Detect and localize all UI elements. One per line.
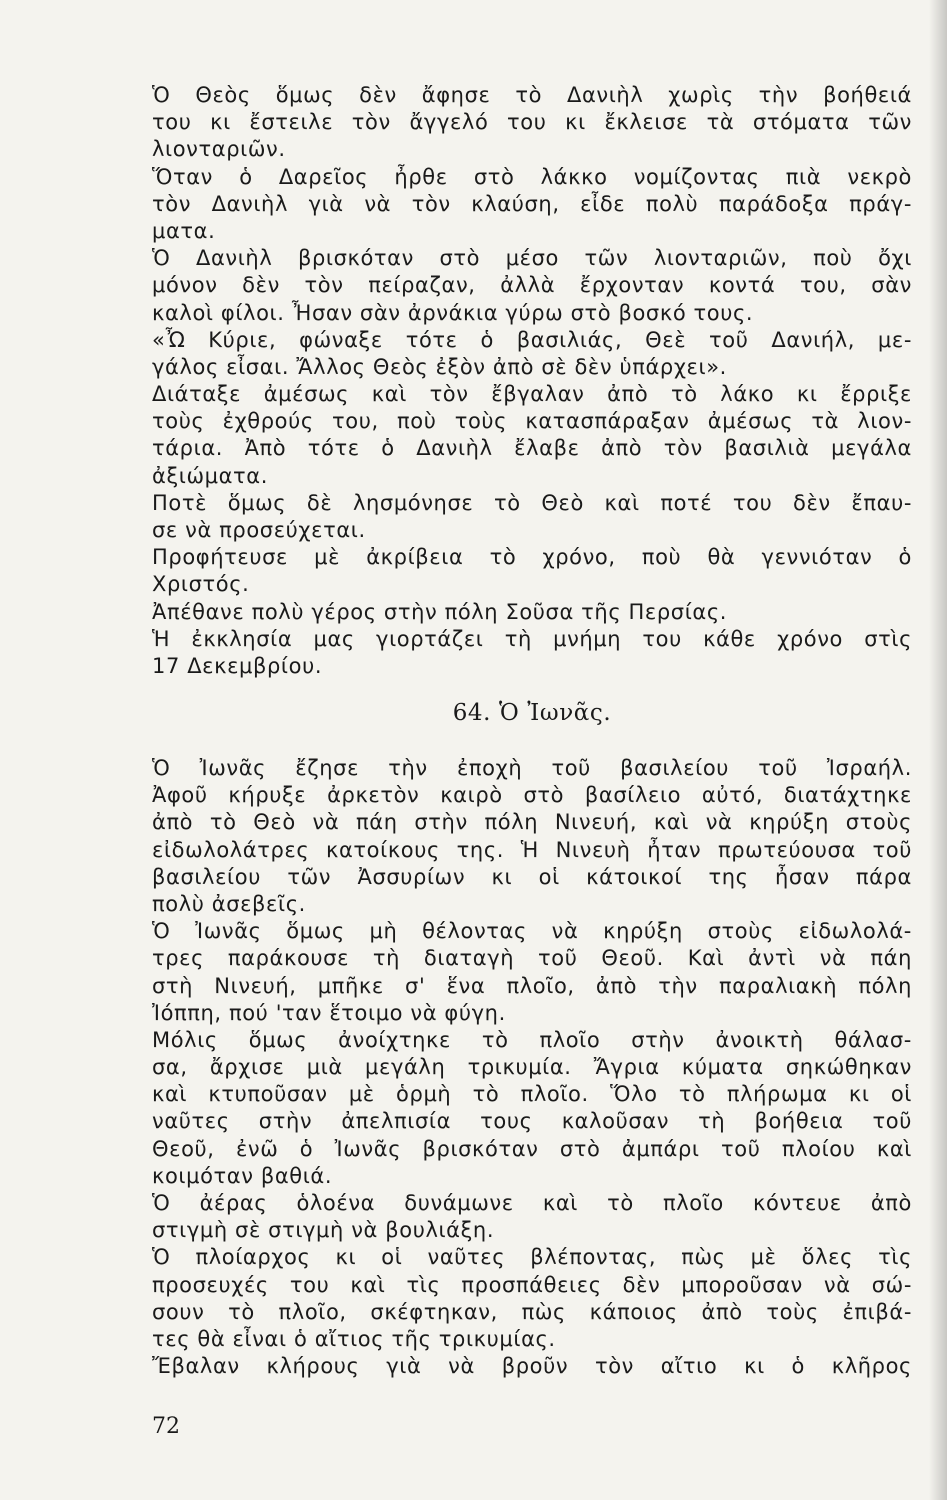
text-line: Ποτὲ ὅμως δὲ λησμόνησε τὸ Θεὸ καὶ ποτέ του δὲν ἔπαυ- [152, 490, 912, 515]
text-line: πολὺ ἀσεβεῖς. [152, 891, 306, 916]
text-line: Μόλις ὅμως ἀνοίχτηκε τὸ πλοῖο στὴν ἀνοικτὴ θάλασ- [152, 1027, 912, 1052]
text-line: Ὁ πλοίαρχος κι οἱ ναῦτες βλέποντας, πὼς μὲ ὅλες τὶς [152, 1245, 912, 1270]
text-line: Ἰόππη, πού 'ταν ἕτοιμο νὰ φύγη. [152, 1000, 506, 1025]
text-line: σε νὰ προσεύχεται. [152, 518, 366, 542]
text-line: Ὁ Ἰωνᾶς ὅμως μὴ θέλοντας νὰ κηρύξη στοὺς εἰδωλολά- [152, 919, 912, 944]
text-line: Ἀπέθανε πολὺ γέρος στὴν πόλη Σοῦσα τῆς Περσίας. [152, 599, 728, 624]
text-line: ματα. [152, 218, 216, 243]
text-line: σα, ἄρχισε μιὰ μεγάλη τρικυμία. Ἄγρια κύματα σηκώθηκαν [152, 1055, 912, 1080]
text-line: «Ὦ Κύριε, φώναξε τότε ὁ βασιλιάς, Θεὲ τοῦ Δανιήλ, με- [152, 327, 912, 352]
text-line: σουν τὸ πλοῖο, σκέφτηκαν, πὼς κάποιος ἀπὸ τοὺς ἐπιβά- [152, 1299, 912, 1324]
text-line: ἀξιώματα. [152, 463, 269, 488]
page-number: 72 [152, 1414, 180, 1439]
text-line: στιγμὴ σὲ στιγμὴ νὰ βουλιάξη. [152, 1218, 495, 1243]
text-line: μόνον δὲν τὸν πείραζαν, ἀλλὰ ἔρχονταν κοντά του, σὰν [152, 273, 912, 298]
text-line: Προφήτευσε μὲ ἀκρίβεια τὸ χρόνο, ποὺ θὰ γεννιόταν ὁ [152, 545, 912, 570]
text-line: γάλος εἶσαι. Ἄλλος Θεὸς ἐξὸν ἀπὸ σὲ δὲν ὑπάρχει». [152, 354, 727, 379]
text-line: κοιμόταν βαθιά. [152, 1163, 333, 1188]
text-line: Ὁ Ἰωνᾶς ἔζησε τὴν ἐποχὴ τοῦ βασιλείου τοῦ Ἰσραήλ. [152, 756, 912, 780]
text-line: στὴ Νινευή, μπῆκε σ' ἕνα πλοῖο, ἀπὸ τὴν παραλιακὴ πόλη [152, 973, 912, 998]
text-line: προσευχές του καὶ τὶς προσπάθειες δὲν μποροῦσαν νὰ σώ- [152, 1272, 912, 1297]
text-line: Θεοῦ, ἐνῶ ὁ Ἰωνᾶς βρισκόταν στὸ ἀμπάρι τοῦ πλοίου καὶ [152, 1136, 912, 1161]
text-line: τοὺς ἐχθρούς του, ποὺ τοὺς κατασπάραξαν ἀμέσως τὰ λιον- [152, 409, 912, 434]
text-line: Ἔβαλαν κλήρους γιὰ νὰ βροῦν τὸν αἴτιο κι ὁ κλῆρος [152, 1354, 912, 1379]
text-line: Διάταξε ἀμέσως καὶ τὸν ἔβγαλαν ἀπὸ τὸ λάκο κι ἔρριξε [152, 382, 912, 407]
text-line: λιονταριῶν. [152, 137, 286, 162]
text-line: Ὅταν ὁ Δαρεῖος ἦρθε στὸ λάκκο νομίζοντας πιὰ νεκρὸ [152, 164, 912, 189]
page-edge-shadow [929, 0, 947, 1500]
text-line: Ἡ ἐκκλησία μας γιορτάζει τὴ μνήμη του κάθε χρόνο στὶς [152, 626, 912, 651]
text-line: 17 Δεκεμβρίου. [152, 653, 323, 678]
text-line: Ὁ Θεὸς ὅμως δὲν ἄφησε τὸ Δανιὴλ χωρὶς τὴν βοήθειά [152, 83, 912, 107]
text-line: ναῦτες στὴν ἀπελπισία τους καλοῦσαν τὴ βοήθεια τοῦ [152, 1109, 912, 1134]
text-line: τρες παράκουσε τὴ διαταγὴ τοῦ Θεοῦ. Καὶ ἀντὶ νὰ πάη [152, 946, 912, 971]
text-line: τὸν Δανιὴλ γιὰ νὰ τὸν κλαύση, εἶδε πολὺ παράδοξα πράγ- [152, 191, 912, 216]
text-line: Χριστός. [152, 572, 250, 597]
text-line: του κι ἔστειλε τὸν ἄγγελό του κι ἔκλεισε τὰ στόματα τῶν [152, 110, 912, 135]
text-line: ἀπὸ τὸ Θεὸ νὰ πάη στὴν πόλη Νινευή, καὶ νὰ κηρύξη στοὺς [152, 810, 912, 835]
text-line: εἰδωλολάτρες κατοίκους της. Ἡ Νινευὴ ἦταν πρωτεύουσα τοῦ [152, 837, 912, 862]
text-line: τες θὰ εἶναι ὁ αἴτιος τῆς τρικυμίας. [152, 1326, 556, 1351]
text-line: Ἀφοῦ κήρυξε ἀρκετὸν καιρὸ στὸ βασίλειο αὐτό, διατάχτηκε [152, 783, 912, 808]
text-block-jonah [152, 755, 912, 1380]
text-line: καὶ κτυποῦσαν μὲ ὁρμὴ τὸ πλοῖο. Ὅλο τὸ πλήρωμα κι οἱ [152, 1082, 912, 1107]
text-line: βασιλείου τῶν Ἀσσυρίων κι οἱ κάτοικοί της ἦσαν πάρα [152, 864, 912, 889]
text-line: τάρια. Ἀπὸ τότε ὁ Δανιὴλ ἔλαβε ἀπὸ τὸν βασιλιὰ μεγάλα [152, 436, 912, 461]
text-line: καλοὶ φίλοι. Ἦσαν σὰν ἀρνάκια γύρω στὸ βοσκό τους. [152, 300, 754, 325]
text-block-daniel [152, 82, 912, 680]
text-line: Ὁ Δανιὴλ βρισκόταν στὸ μέσο τῶν λιονταριῶν, ποὺ ὄχι [152, 246, 912, 271]
text-line: Ὁ ἀέρας ὁλοένα δυνάμωνε καὶ τὸ πλοῖο κόντευε ἀπὸ [152, 1191, 912, 1215]
chapter-heading: 64. Ὁ Ἰωνᾶς. [452, 700, 612, 726]
